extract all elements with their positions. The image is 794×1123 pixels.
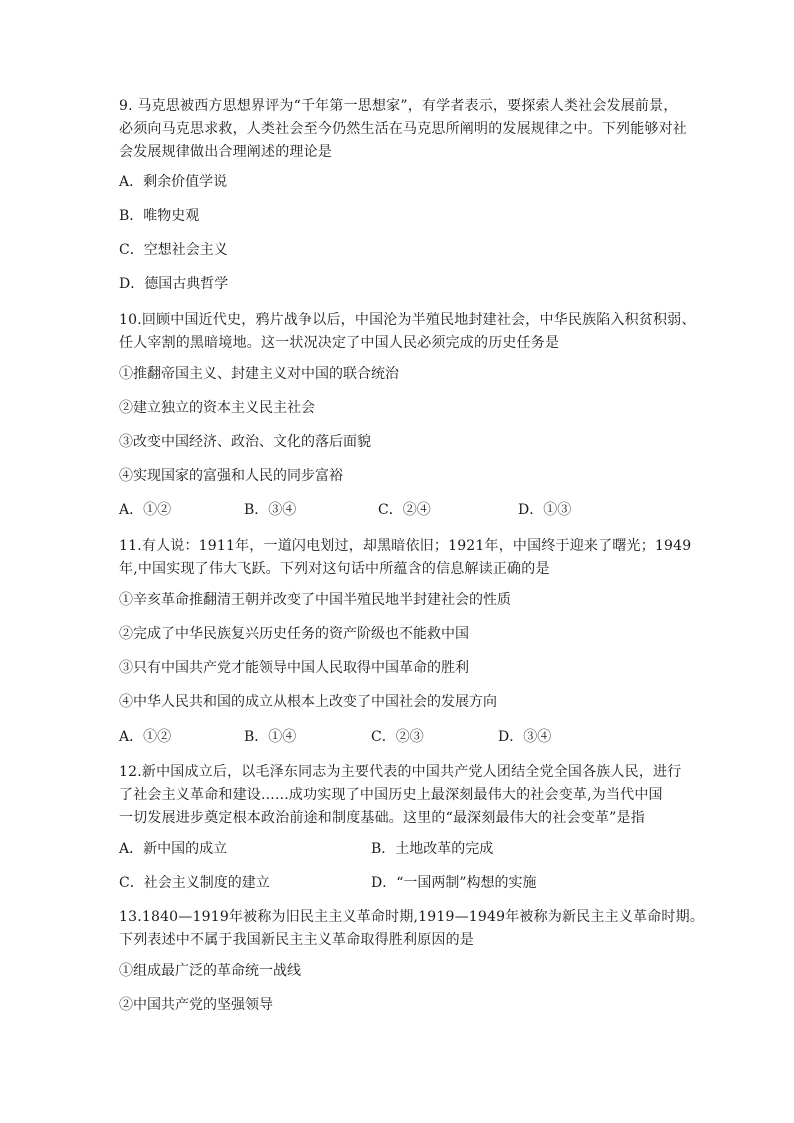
- option-d: D．①③: [518, 502, 572, 518]
- question-stem-line: 下列表述中不属于我国新民主主义革命取得胜利原因的是: [119, 932, 474, 948]
- statement-3: ③改变中国经济、政治、文化的落后面貌: [119, 434, 371, 450]
- statement-1: ①推翻帝国主义、封建主义对中国的联合统治: [119, 366, 399, 382]
- option-b: B．土地改革的完成: [371, 841, 494, 857]
- question-stem-line: 任人宰割的黑暗境地。这一状况决定了中国人民必须完成的历史任务是: [119, 335, 560, 351]
- statement-2: ②建立独立的资本主义民主社会: [119, 400, 315, 416]
- option-c: C．空想社会主义: [119, 242, 228, 258]
- option-a: A．新中国的成立: [119, 841, 228, 857]
- option-b: B．③④: [244, 502, 297, 518]
- option-b: B．唯物史观: [119, 208, 200, 224]
- option-a: A．①②: [119, 729, 172, 745]
- statement-2: ②中国共产党的坚强领导: [119, 997, 273, 1013]
- option-d: D．德国古典哲学: [119, 276, 229, 292]
- question-stem-line: 会发展规律做出合理阐述的理论是: [119, 144, 332, 160]
- question-stem-line: 10.回顾中国近代史，鸦片战争以后，中国沦为半殖民地封建社会，中华民族陷入积贫积弱、: [119, 312, 696, 328]
- option-b: B．①④: [244, 729, 297, 745]
- option-c: C．社会主义制度的建立: [119, 875, 270, 891]
- statement-4: ④中华人民共和国的成立从根本上改变了中国社会的发展方向: [119, 694, 497, 710]
- question-stem-line: 一切发展进步奠定根本政治前途和制度基础。这里的“最深刻最伟大的社会变革”是指: [119, 810, 645, 826]
- statement-2: ②完成了中华民族复兴历史任务的资产阶级也不能救中国: [119, 626, 469, 642]
- question-stem-line: 年,中国实现了伟大飞跃。下列对这句话中所蕴含的信息解读正确的是: [119, 561, 550, 577]
- option-d: D．“一国两制”构想的实施: [371, 875, 537, 891]
- question-stem-line: 13.1840—1919年被称为旧民主主义革命时期,1919—1949年被称为新民主主义革命时期。: [119, 909, 705, 925]
- statement-1: ①组成最广泛的革命统一战线: [119, 963, 301, 979]
- option-a: A．剩余价值学说: [119, 174, 228, 190]
- statement-4: ④实现国家的富强和人民的同步富裕: [119, 468, 343, 484]
- option-c: C．②③: [371, 729, 424, 745]
- option-d: D．③④: [498, 729, 552, 745]
- question-stem-line: 11.有人说：1911年，一道闪电划过，却黑暗依旧；1921年，中国终于迎来了曙光；1949: [119, 538, 692, 554]
- question-stem-line: 了社会主义革命和建设......成功实现了中国历史上最深刻最伟大的社会变革,为当代中国: [119, 787, 663, 803]
- statement-1: ①辛亥革命推翻清王朝并改变了中国半殖民地半封建社会的性质: [119, 592, 511, 608]
- option-c: C．②④: [378, 502, 431, 518]
- question-stem-line: 必须向马克思求救，人类社会至今仍然生活在马克思所阐明的发展规律之中。下列能够对社: [119, 121, 687, 137]
- question-stem-line: 12.新中国成立后，以毛泽东同志为主要代表的中国共产党人团结全党全国各族人民，进行: [119, 764, 682, 780]
- statement-3: ③只有中国共产党才能领导中国人民取得中国革命的胜利: [119, 660, 469, 676]
- option-a: A．①②: [119, 502, 172, 518]
- question-stem-line: 9. 马克思被西方思想界评为“千年第一思想家”，有学者表示，要探索人类社会发展前景，: [119, 98, 678, 114]
